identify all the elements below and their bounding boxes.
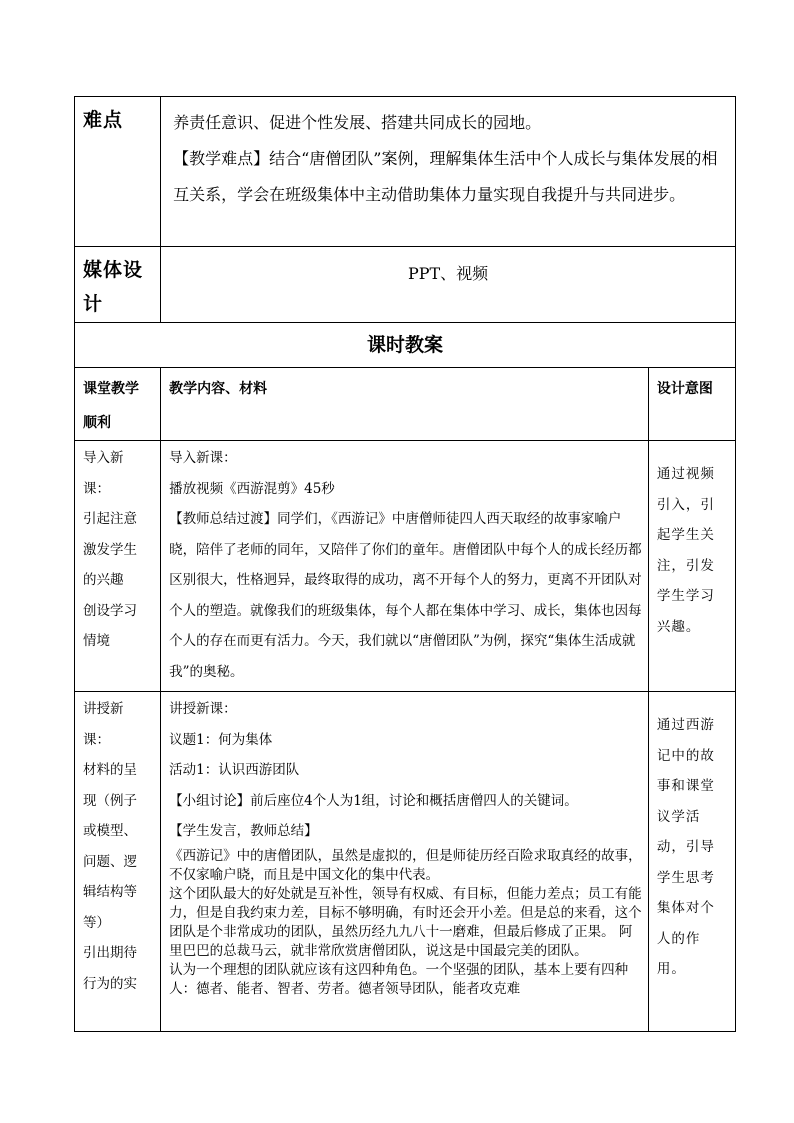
- intro-intent-line: 通过视频: [656, 466, 715, 482]
- team-complement-paragraph: 这个团队最大的好处就是互补性，领导有权威、有目标，但能力差点；员工有能力，但是自我约束力差，目标不够明确，有时还会开小差。但是总的来看，这个团队是个非常成功的团队，虽然历经九九八十一磨难，但最后修成了正果。 阿里巴巴的总裁马云，就非常欣赏唐僧团队，说这是中国最完美的团队。: [169, 885, 642, 959]
- new-lesson-content: [161, 692, 649, 1032]
- new-lesson-stage: [75, 692, 161, 1032]
- new-intent-line: 议学活: [656, 808, 701, 825]
- intro-intent-line: 引入，引: [656, 496, 715, 513]
- intro-stage-line: 创设学习: [83, 602, 137, 619]
- new-intent-line: 人的作: [656, 930, 701, 947]
- new-stage-line: 讲授新: [83, 701, 124, 717]
- difficulty-line-1: 养责任意识、促进个性发展、搭建共同成长的园地。: [173, 113, 542, 132]
- new-stage-line: 等）: [83, 914, 110, 931]
- new-stage-line: 或模型、: [83, 823, 137, 839]
- header-row: [75, 368, 736, 441]
- new-stage-line: 材料的呈: [83, 762, 137, 778]
- intro-intent-line: 注，引发: [656, 557, 715, 574]
- new-content-heading: 讲授新课：: [169, 701, 237, 717]
- new-stage-line: 引出期待: [83, 945, 137, 961]
- new-intent-line: 集体对个: [656, 900, 715, 916]
- intro-content: [161, 441, 649, 692]
- header-col-intent: 设计意图: [648, 368, 735, 441]
- difficulty-label: 难点: [75, 97, 161, 247]
- lesson-plan-sheet: [74, 96, 736, 1032]
- intro-stage-line: 导入新: [83, 450, 124, 466]
- new-stage-line: 问题、逻: [83, 853, 137, 870]
- section-title: 课时教案: [75, 323, 736, 368]
- intro-stage-line: 引起注意: [83, 511, 137, 527]
- intro-stage: [75, 441, 161, 692]
- new-stage-line: 行为的实: [83, 975, 137, 992]
- intro-stage-line: 激发学生: [83, 541, 137, 558]
- intro-row: [75, 441, 736, 692]
- intro-intent-line: 起学生关: [656, 527, 715, 543]
- topic-1-title: 议题1：何为集体: [169, 731, 273, 748]
- intro-content-heading: 导入新课：: [169, 450, 237, 466]
- intro-intent-line: 兴趣。: [656, 618, 701, 635]
- difficulty-content: [161, 97, 736, 247]
- group-discussion-note: 【小组讨论】前后座位4个人为1组，讨论和概括唐僧四人的关键词。: [169, 792, 578, 809]
- new-stage-line: 课：: [83, 731, 110, 748]
- journey-team-paragraph: 《西游记》中的唐僧团队，虽然是虚拟的，但是师徒历经百险求取真经的故事，不仅家喻户晓，而且是中国文化的集中代表。: [169, 847, 642, 883]
- intro-video-note: 播放视频《西游混剪》45秒: [169, 480, 335, 497]
- new-intent-line: 通过西游: [656, 717, 715, 733]
- media-row: [75, 247, 736, 323]
- new-intent-line: 动，引导: [656, 839, 715, 855]
- new-lesson-intent: [648, 692, 735, 1032]
- intro-teacher-summary: 【教师总结过渡】同学们，《西游记》中唐僧师徒四人西天取经的故事家喻户晓，陪伴了老师的同年，又陪伴了你们的童年。唐僧团队中每个人的成长经历都区别很大，性格迥异，最终取得的成功，离不开每个人的努力，更离不开团队对个人的塑造。就像我们的班级集体，每个人都在集体中学习、成长，集体也因每个人的存在而更有活力。今天，我们就以“唐僧团队”为例，探究“集体生活成就我”的奥秘。: [169, 511, 642, 680]
- new-intent-line: 事和课堂: [656, 778, 715, 794]
- new-intent-line: 记中的故: [656, 747, 715, 764]
- media-label: 媒体设计: [75, 247, 161, 323]
- ideal-team-paragraph: 认为一个理想的团队就应该有这四种角色。一个坚强的团队，基本上要有四种人：德者、能者、智者、劳者。德者领导团队，能者攻克难: [169, 961, 629, 997]
- intro-intent-line: 学生学习: [656, 588, 715, 604]
- difficulty-line-2: 【教学难点】结合“唐僧团队”案例，理解集体生活中个人成长与集体发展的相互关系，学会在班级集体中主动借助集体力量实现自我提升与共同进步。: [173, 149, 718, 204]
- intro-stage-line: 的兴趣: [83, 572, 124, 588]
- difficulty-row: [75, 97, 736, 247]
- intro-stage-line: 情境: [83, 633, 110, 649]
- new-stage-line: 现（例子: [83, 792, 137, 809]
- section-title-row: [75, 323, 736, 368]
- header-col-content: 教学内容、材料: [161, 368, 649, 441]
- intro-intent: [648, 441, 735, 692]
- new-lesson-row: [75, 692, 736, 1032]
- new-intent-line: 学生思考: [656, 869, 715, 886]
- new-intent-line: 用。: [656, 961, 686, 977]
- header-col-stage: 课堂教学顺利: [75, 368, 161, 441]
- media-value: PPT、视频: [161, 247, 736, 323]
- student-speech-note: 【学生发言，教师总结】: [169, 823, 318, 839]
- new-stage-line: 辑结构等: [83, 884, 137, 900]
- intro-stage-line: 课：: [83, 480, 110, 497]
- activity-1-title: 活动1：认识西游团队: [169, 762, 300, 778]
- lesson-plan-table: [74, 96, 736, 1032]
